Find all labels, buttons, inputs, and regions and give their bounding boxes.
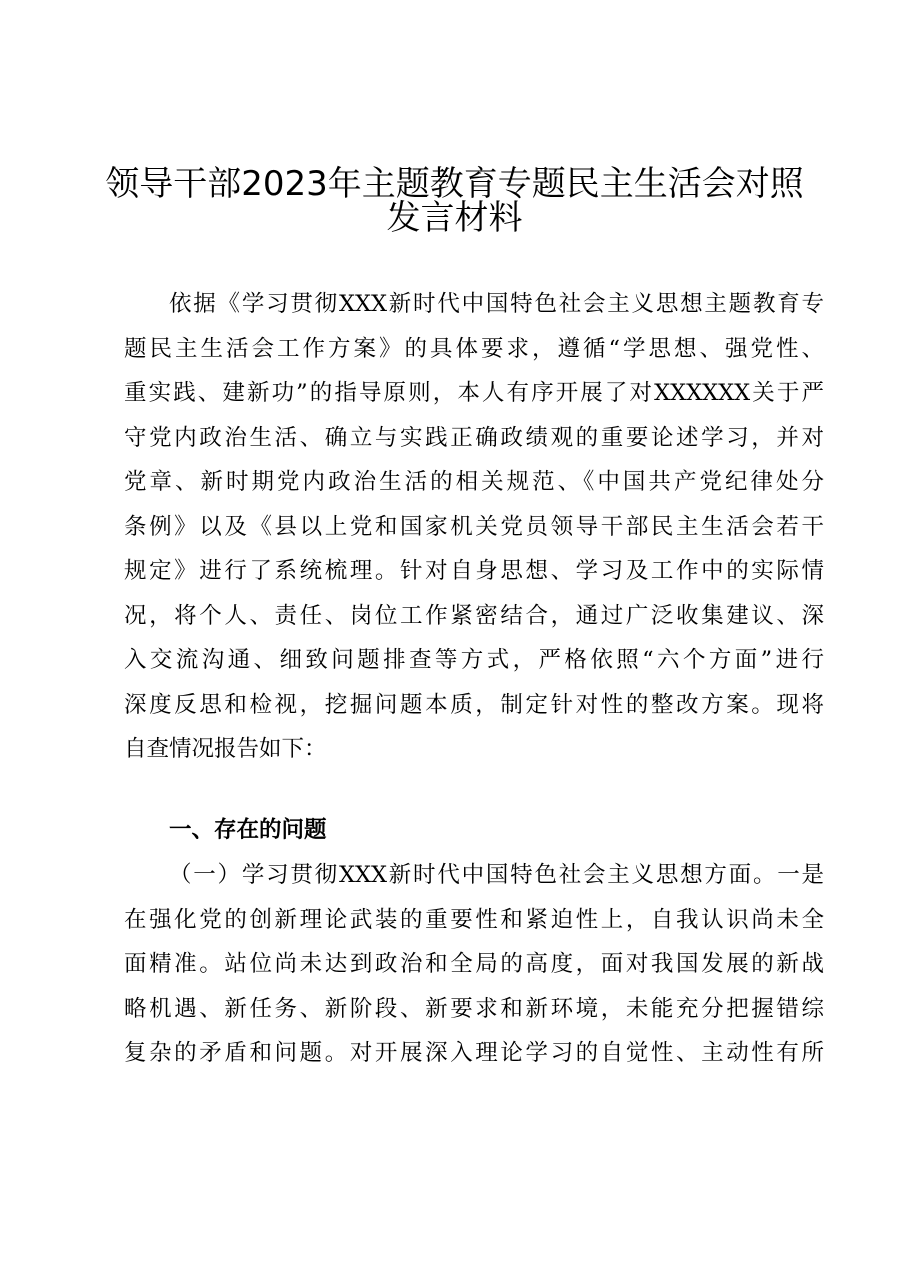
text-line: 复杂的矛盾和问题。对开展深入理论学习的自觉性、主动性有所 — [124, 1040, 824, 1066]
section-1-paragraph — [124, 853, 824, 1076]
section-heading: 一、存在的问题 — [169, 817, 327, 843]
text-line: 条例》以及《县以上党和国家机关党员领导干部民主生活会若干 — [124, 513, 824, 540]
document-title-line-2: 发言材料 — [386, 198, 523, 238]
text-line: （一）学习贯彻XXX新时代中国特色社会主义思想方面。一是 — [169, 862, 824, 888]
text-line: 依据《学习贯彻XXX新时代中国特色社会主义思想主题教育专 — [169, 291, 824, 317]
text-line: 略机遇、新任务、新阶段、新要求和新环境，未能充分把握错综 — [124, 995, 824, 1022]
text-line: 重实践、建新功”的指导原则，本人有序开展了对XXXXXX关于严 — [124, 380, 824, 406]
text-line: 深度反思和检视，挖掘问题本质，制定针对性的整改方案。现将 — [124, 691, 824, 718]
text-line: 在强化党的创新理论武装的重要性和紧迫性上，自我认识尚未全 — [124, 906, 824, 933]
text-line: 规定》进行了系统梳理。针对自身思想、学习及工作中的实际情 — [124, 558, 824, 584]
text-line: 面精准。站位尚未达到政治和全局的高度，面对我国发展的新战 — [124, 951, 824, 977]
text-line: 党章、新时期党内政治生活的相关规范、《中国共产党纪律处分 — [124, 469, 824, 495]
intro-paragraph — [124, 282, 824, 772]
text-line: 况，将个人、责任、岗位工作紧密结合，通过广泛收集建议、深 — [124, 602, 824, 629]
text-line: 题民主生活会工作方案》的具体要求，遵循“学思想、强党性、 — [124, 335, 824, 362]
document-title-line-1: 领导干部2023年主题教育专题民主生活会对照 — [105, 164, 804, 204]
text-line: 自查情况报告如下： — [124, 736, 327, 762]
text-line: 守党内政治生活、确立与实践正确政绩观的重要论述学习，并对 — [124, 424, 824, 451]
text-line: 入交流沟通、细致问题排查等方式，严格依照“六个方面”进行 — [124, 647, 824, 673]
